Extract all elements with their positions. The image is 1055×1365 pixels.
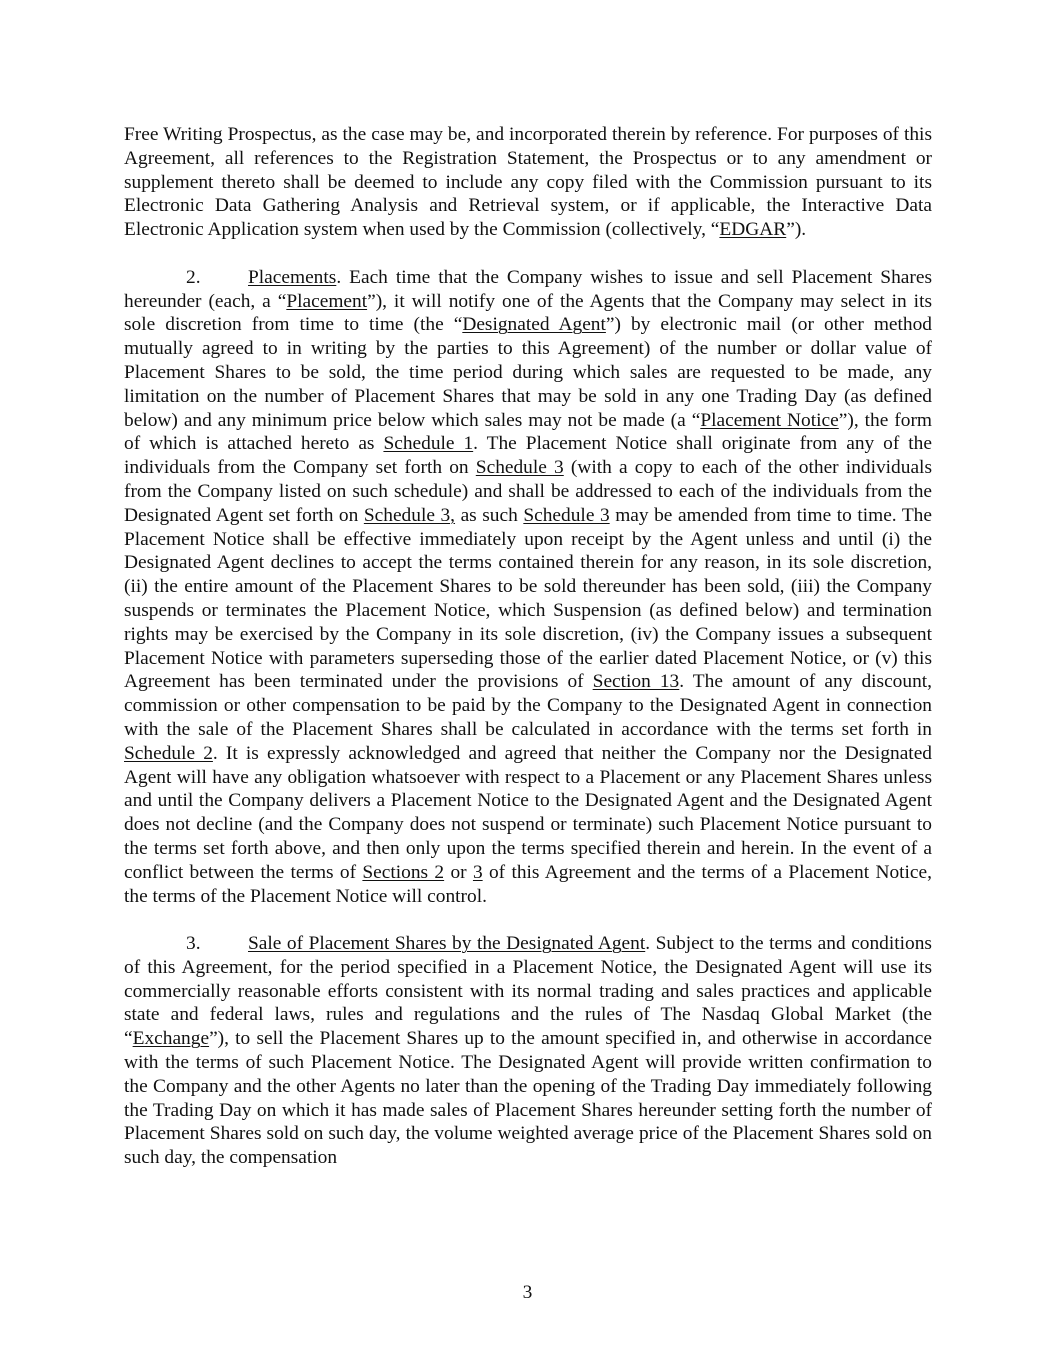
text: (with a copy to each of the other individuals from the Company listed on such schedule) and shall be addressed to each of the individuals from the Designated Agent set forth on	[124, 457, 932, 526]
page-number: 3	[522, 1282, 533, 1303]
schedule-2-reference: Schedule 2	[124, 742, 213, 764]
section-heading: Placements	[248, 266, 337, 288]
text: ”).	[786, 219, 807, 241]
section-2-placements	[124, 266, 932, 909]
defined-term-placement: Placement	[286, 290, 368, 312]
text: . Subject to the terms and conditions of this Agreement, for the period specified in a Placement Notice, the Designated Agent will use its commercially reasonable efforts consistent with its normal trading and sales practices and applicable state and federal laws, rules and regulations and the rules of The Nasdaq Global Market (the “	[124, 933, 932, 1050]
section-13-reference: Section 13	[592, 671, 680, 693]
text: Free Writing Prospectus, as the case may be, and incorporated therein by reference. For purposes of this Agreement, all references to the Registration Statement, the Prospectus or to any amendment or supplement thereto shall be deemed to include any copy filed with the Commission pursuant to its Electronic Data Gathering Analysis and Retrieval system, or if applicable, the Interactive Data Electronic Application system when used by the Commission (collectively, “	[124, 124, 932, 241]
text: . It is expressly acknowledged and agreed that neither the Company nor the Designated Agent will have any obligation whatsoever with respect to a Placement or any Placement Shares unless and until the Company delivers a Placement Notice to the Designated Agent and the Designated Agent does not decline (and the Company does not suspend or terminate) such Placement Notice pursuant to the terms set forth above, and then only upon the terms specified therein and herein. In the event of a conflict between the terms of	[124, 742, 932, 883]
defined-term-exchange: Exchange	[132, 1028, 210, 1050]
section-number: 2.	[186, 266, 201, 288]
text: or	[444, 861, 473, 883]
text: . The Placement Notice shall originate from any of the individuals from the Company set forth on	[124, 433, 932, 479]
paragraph-edgar-definition	[124, 123, 932, 242]
text: ”), it will notify one of the Agents that the Company may select in its sole discretion from time to time (the “	[124, 290, 932, 336]
text: as such	[455, 504, 524, 526]
text: may be amended from time to time. The Placement Notice shall be effective immediately upon receipt by the Agent unless and until (i) the Designated Agent declines to accept the terms contained therein for any reason, in its sole discretion, (ii) the entire amount of the Placement Shares to be sold thereunder has been sold, (iii) the Company suspends or terminates the Placement Notice, which Suspension (as defined below) and termination rights may be exercised by the Company in its sole discretion, (iv) the Company issues a subsequent Placement Notice with parameters superseding those of the earlier dated Placement Notice, or (v) this Agreement has been terminated under the provisions of	[124, 504, 932, 693]
schedule-3-reference: Schedule 3	[523, 504, 610, 526]
text: ”) by electronic mail (or other method mutually agreed to in writing by the parties to this Agreement) of the number or dollar value of Placement Shares to be sold, the time period during which sales are requested to be made, any limitation on the number of Placement Shares that may be sold in any one Trading Day (as defined below) and any minimum price below which sales may not be made (a “	[124, 314, 932, 431]
text: . The amount of any discount, commission or other compensation to be paid by the Company to the Designated Agent in connection with the sale of the Placement Shares shall be calculated in accordance with the terms set forth in	[124, 671, 932, 740]
text: . Each time that the Company wishes to issue and sell Placement Shares hereunder (each, a “	[124, 266, 932, 312]
schedule-1-reference: Schedule 1	[383, 433, 474, 455]
defined-term-placement-notice: Placement Notice	[700, 409, 839, 431]
defined-term-edgar: EDGAR	[719, 219, 787, 241]
text: ”), to sell the Placement Shares up to the amount specified in, and otherwise in accordance with the terms of such Placement Notice. The Designated Agent will provide written confirmation to the Company and the other Agents no later than the opening of the Trading Day immediately following the Trading Day on which it has made sales of Placement Shares hereunder setting forth the number of Placement Shares sold on such day, the volume weighted average price of the Placement Shares sold on such day, the compensation	[124, 1028, 932, 1169]
schedule-3-reference: Schedule 3	[475, 457, 564, 479]
section-heading: Sale of Placement Shares by the Designated Agent	[248, 933, 646, 955]
text: ”), the form of which is attached hereto as	[124, 409, 932, 455]
document-page	[124, 123, 932, 1170]
text: of this Agreement and the terms of a Placement Notice, the terms of the Placement Notice will control.	[124, 861, 932, 907]
schedule-3-reference: Schedule 3,	[363, 504, 456, 526]
sections-2-reference: Sections 2	[362, 861, 445, 883]
defined-term-designated-agent: Designated Agent	[462, 314, 606, 336]
section-number: 3.	[186, 933, 201, 955]
section-3-sale-of-placement-shares	[124, 932, 932, 1170]
section-3-reference: 3	[472, 861, 483, 883]
